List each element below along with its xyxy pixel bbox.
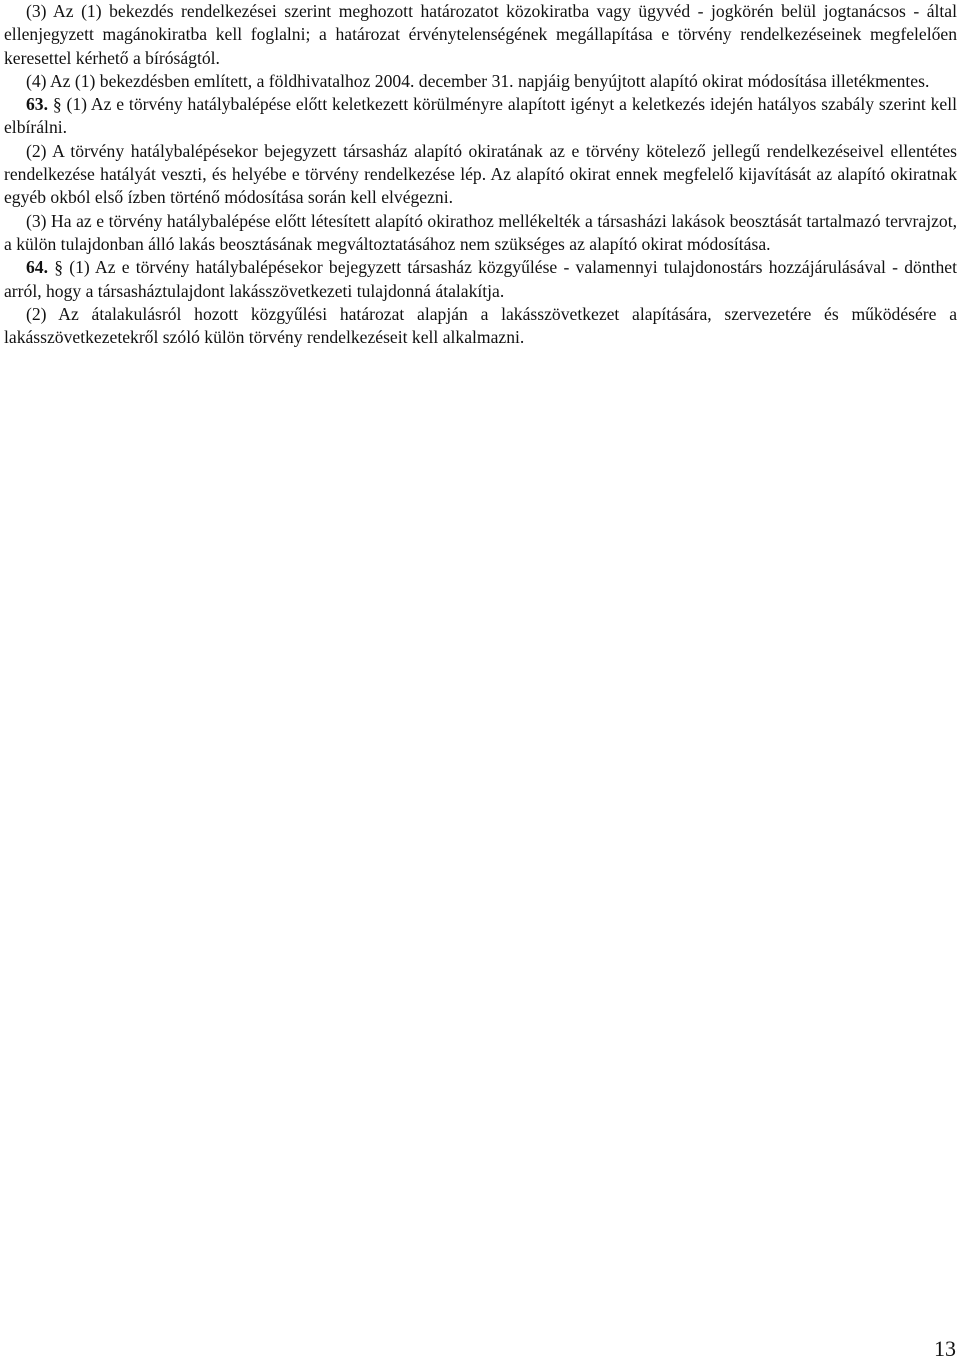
paragraph-64-2 — [4, 303, 957, 350]
paragraph-text: (1) Az e törvény hatálybalépése előtt keletkezett körülményre alapított igényt a keletkezés idején hatályos szabály szerint kell elbírálni. — [4, 94, 957, 138]
paragraph-text: (2) Az átalakulásról hozott közgyűlési határozat alapján a lakásszövetkezet alapítására, szervezetére és működésére a lakásszövetkezetekről szóló külön törvény rendelkezéseit kell alkalmazni. — [4, 303, 957, 348]
section-number: 63. — [26, 94, 48, 115]
paragraph-text: (3) Az (1) bekezdés rendelkezései szerint meghozott határozatot közokiratba vagy ügyvéd - jogkörén belül jogtanácsos - által ellenjegyzett magánokiratba kell foglalni; a határozat érvénytelenségének megállapítása e törvény rendelkezéseinek megfelelően keresettel kérhető a bíróságtól. — [4, 1, 957, 68]
paragraph-61-4 — [4, 70, 957, 93]
paragraph-63-2 — [4, 140, 957, 210]
paragraph-text: (1) Az e törvény hatálybalépésekor bejegyzett társasház közgyűlése - valamennyi tulajdonostárs hozzájárulásával - dönthet arról, hogy a társasháztulajdont lakásszövetkezeti tulajdonná átalakítja. — [4, 257, 957, 301]
document-page — [4, 0, 957, 349]
page-number: 13 — [934, 1336, 956, 1361]
paragraph-63-1 — [4, 93, 957, 140]
section-sign: § — [54, 257, 64, 278]
paragraph-64-1 — [4, 256, 957, 303]
paragraph-63-3 — [4, 210, 957, 257]
section-number: 64. — [26, 257, 48, 278]
paragraph-text: (3) Ha az e törvény hatálybalépése előtt létesített alapító okirathoz mellékelték a társasházi lakások beosztását tartalmazó tervrajzot, a külön tulajdonban álló lakás beosztásának megváltoztatásához nem szükséges az alapító okirat módosítása. — [4, 210, 957, 254]
section-sign: § — [52, 94, 62, 115]
paragraph-text: (2) A törvény hatálybalépésekor bejegyzett társasház alapító okiratának az e törvény kötelező jellegű rendelkezéseivel ellentétes rendelkezése hatályát veszti, és helyébe e törvény rendelkezése lép. Az alapító okirat ennek megfelelő kijavítását az alapító okiratnak egyéb okból első ízben történő módosítása során kell elvégezni. — [4, 140, 957, 208]
paragraph-61-3 — [4, 0, 957, 70]
paragraph-text: (4) Az (1) bekezdésben említett, a földhivatalhoz 2004. december 31. napjáig benyújtott alapító okirat módosítása illetékmentes. — [26, 70, 930, 91]
